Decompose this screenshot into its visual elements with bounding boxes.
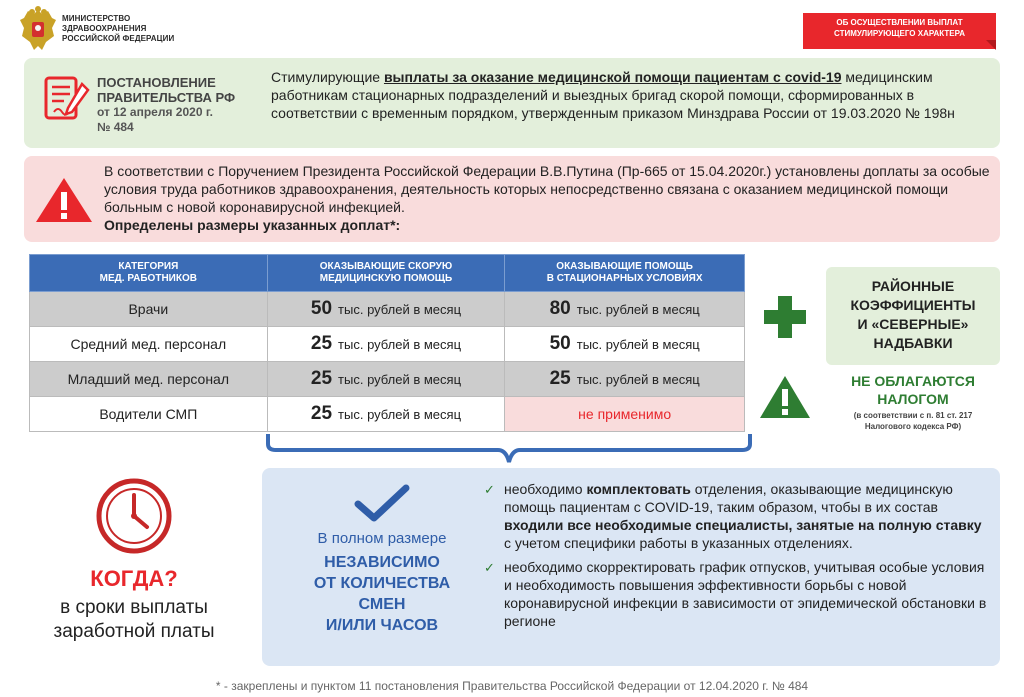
brace-connector: [266, 432, 752, 466]
table-row: [30, 397, 745, 432]
topic-ribbon: ОБ ОСУЩЕСТВЛЕНИИ ВЫПЛАТ СТИМУЛИРУЮЩЕГО ХАРАКТЕРА: [803, 13, 996, 49]
footnote: * - закреплены и пунктом 11 постановления Правительства Российской Федерации от 12.04.2020 г. № 484: [215, 679, 809, 693]
warning-icon: [34, 176, 94, 224]
row-ambulance-amount: 25 тыс. рублей в месяц: [267, 327, 505, 362]
warning-text: В соответствии с Поручением Президента Российской Федерации В.В.Путина (Пр-665 от 15.04.2020г.) установлены доплаты за особые условия труда работников здравоохранения, деятельность которых непосредственно связана с оказанием медицинской помощи больным с новой коронавирусной инфекцией. Определены размеры указанных доплат*:: [104, 163, 990, 233]
row-category: Младший мед. персонал: [30, 362, 268, 397]
independent-note: НЕЗАВИСИМО ОТ КОЛИЧЕСТВА СМЕН И/ИЛИ ЧАСОВ: [313, 554, 451, 634]
table-header-row: [30, 255, 745, 292]
plus-icon: [764, 296, 806, 338]
row-ambulance-amount: 25 тыс. рублей в месяц: [267, 397, 505, 432]
warning-green-icon: [758, 374, 812, 420]
header-hospital: ОКАЗЫВАЮЩИЕ ПОМОЩЬ В СТАЦИОНАРНЫХ УСЛОВИЯХ: [505, 255, 745, 292]
decree-title: ПОСТАНОВЛЕНИЕ ПРАВИТЕЛЬСТВА РФ от 12 апреля 2020 г. № 484: [97, 75, 236, 134]
check-small-icon: ✓: [484, 560, 495, 575]
ribbon-fold: [986, 40, 996, 50]
coefficients-panel: РАЙОННЫЕ КОЭФФИЦИЕНТЫ И «СЕВЕРНЫЕ» НАДБАВКИ: [826, 267, 1000, 365]
decree-description: Стимулирующие выплаты за оказание медицинской помощи пациентам с covid-19 медицинским работникам стационарных подразделений и выездных бригад скорой помощи, сформированных в соответствии с временным порядком, утвержденным приказом Минздрава России от 19.03.2020 № 198н: [271, 69, 955, 121]
header-category: КАТЕГОРИЯ МЕД. РАБОТНИКОВ: [30, 255, 268, 292]
row-ambulance-amount: 25 тыс. рублей в месяц: [267, 362, 505, 397]
row-category: Врачи: [30, 292, 268, 327]
ministry-name: МИНИСТЕРСТВО ЗДРАВООХРАНЕНИЯ РОССИЙСКОЙ ФЕДЕРАЦИИ: [62, 14, 175, 43]
check-small-icon: ✓: [484, 482, 495, 497]
row-category: Водители СМП: [30, 397, 268, 432]
table-row: [30, 362, 745, 397]
row-ambulance-amount: 50 тыс. рублей в месяц: [267, 292, 505, 327]
when-text: в сроки выплаты заработной платы: [53, 597, 215, 642]
list-item: ✓ необходимо скорректировать график отпусков, учитывая особые условия и необходимость повышения эффективности борьбы с новой коронавирусной инфекции в зависимости от эпидемической обстановки в регионе: [484, 559, 987, 629]
tax-exemption-note: (в соответствии с п. 81 ст. 217 Налогового кодекса РФ): [853, 411, 973, 431]
row-category: Средний мед. персонал: [30, 327, 268, 362]
checkmark-icon: [354, 484, 410, 524]
row-hospital-amount: 25 тыс. рублей в месяц: [505, 362, 745, 397]
payments-table: [29, 254, 745, 432]
full-amount-caption: В полном размере: [317, 530, 447, 547]
tax-exemption-title: НЕ ОБЛАГАЮТСЯ НАЛОГОМ: [851, 373, 975, 407]
requirements-list: [484, 480, 992, 636]
warning-panel: [24, 156, 1000, 242]
row-hospital-amount: 80 тыс. рублей в месяц: [505, 292, 745, 327]
row-hospital-amount: 50 тыс. рублей в месяц: [505, 327, 745, 362]
row-not-applicable: не применимо: [505, 397, 745, 432]
table-row: [30, 292, 745, 327]
decree-panel: [24, 58, 1000, 148]
clock-icon: [95, 477, 173, 555]
table-row: [30, 327, 745, 362]
coat-of-arms-icon: [18, 6, 58, 52]
header-ambulance: ОКАЗЫВАЮЩИЕ СКОРУЮ МЕДИЦИНСКУЮ ПОМОЩЬ: [267, 255, 505, 292]
tax-exemption: [826, 372, 1000, 432]
list-item: ✓ необходимо комплектовать отделения, оказывающие медицинскую помощь пациентам с COVID-19, таким образом, чтобы в их состав входили все необходимые специалисты, занятые на полную ставку с учетом специфики работы в указанных отделениях.: [484, 481, 982, 551]
conditions-panel: [262, 468, 1000, 666]
when-title: КОГДА?: [90, 566, 178, 591]
document-pen-icon: [42, 74, 90, 126]
